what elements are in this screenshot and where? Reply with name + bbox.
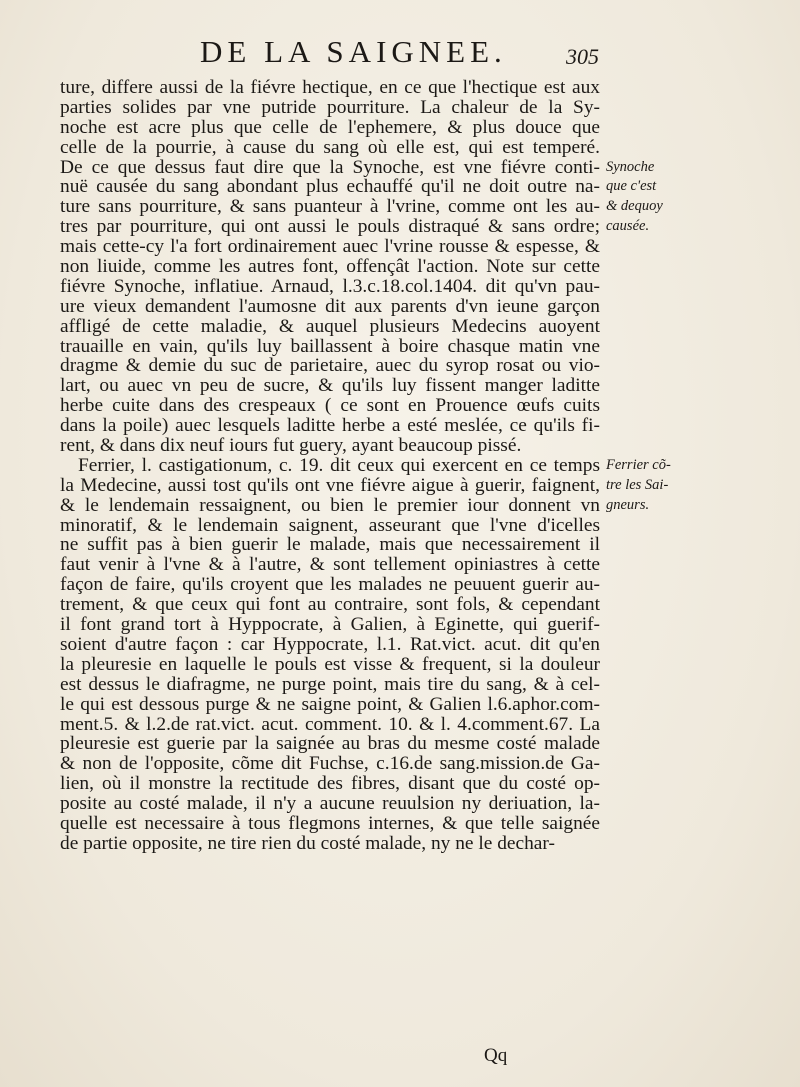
text-line: il font grand tort à Hyppocrate, à Galien, à Eginette, qui guerif- [60,614,600,636]
text-line: faut venir à l'vne & à l'autre, & sont tellement opiniastres à cette [60,554,600,576]
text-line: posite au costé malade, il n'y a aucune reuulsion ny deriuation, la- [60,793,600,815]
text-line: Ferrier, l. castigationum, c. 19. dit ceux qui exercent en ce temps [78,454,600,476]
text-line: lart, ou auec vn peu de sucre, & qu'ils luy fissent manger laditte [60,375,600,397]
text-line: noche est acre plus que celle de l'ephemere, & plus douce que [60,116,600,138]
text-line: fiévre Synoche, inflatiue. Arnaud, l.3.c.18.col.1404. dit qu'vn pau- [60,275,600,297]
text-line: dragme & demie du suc de parietaire, auec du syrop rosat ou vio- [60,355,600,377]
text-line: celle de la pourrie, à cause du sang où elle est, qui est temperé. [60,136,600,158]
text-line: trement, & que ceux qui font au contraire, sont fols, & cependant [60,594,600,616]
text-line: minoratif, & le lendemain saignent, asseurant que l'vne d'icelles [60,514,600,536]
text-line: ment.5. & l.2.de rat.vict. acut. comment. 10. & l. 4.comment.67. La [60,713,600,735]
text-line: affligé de cette maladie, & auquel plusieurs Medecins auoyent [60,315,600,337]
running-title: DE LA SAIGNEE. [200,34,507,69]
margin-note [606,158,716,238]
text-line: ture, differe aussi de la fiévre hectique, en ce que l'hectique est aux [60,77,600,98]
margin-note-line: tre les Sai- [606,476,669,493]
text-line: la Medecine, aussi tost qu'ils ont vne fiévre aigue à guerir, faignent, [60,474,600,496]
margin-note [606,456,716,516]
text-line: façon de faire, qu'ils croyent que les malades ne peuuent guerir au- [60,574,600,596]
margin-note-line: gneurs. [606,496,650,513]
margin-note-line: que c'est [606,178,657,195]
text-line: ne suffit pas à bien guerir le malade, mais que necessairement il [60,534,600,556]
text-line: mais cette-cy l'a fort ordinairement auec l'vrine rousse & espesse, & [60,236,600,258]
text-line: pleuresie est guerie par la saignée au bras du mesme costé malade [60,733,600,755]
text-line: & le lendemain ressaignent, ou bien le premier iour donnent vn [60,494,600,516]
body-text [60,78,600,854]
text-line: de partie opposite, ne tire rien du costé malade, ny ne le dechar- [60,832,555,854]
text-line: quelle est necessaire à tous flegmons internes, & que telle saignée [60,812,600,834]
text-line: ture sans pourriture, & sans puanteur à l'vrine, comme ont les au- [60,196,600,218]
text-line: dans la poile) auec lesquels laditte herbe a esté meslée, ce qu'ils fi- [60,415,600,437]
text-line: herbe cuite dans des crespeaux ( ce sont en Prouence œufs cuits [60,395,600,417]
page-number: 305 [566,44,599,69]
text-line: est dessus le diafragme, ne purge point, mais tire du sang, & à cel- [60,673,600,695]
text-line: nuë causée du sang abondant plus echauffé qu'il ne doit outre na- [60,176,600,198]
text-line: non liuide, comme les autres font, offençât l'action. Note sur cette [60,256,600,278]
margin-note-line: & dequoy [606,198,663,215]
text-line: parties solides par vne putride pourriture. La chaleur de la Sy- [60,96,600,118]
text-line: & non de l'opposite, cõme dit Fuchse, c.16.de sang.mission.de Ga- [60,753,600,775]
text-line: ure vieux demandent l'aumosne dit aux parents d'vn ieune garçon [60,295,600,317]
text-line: De ce que dessus faut dire que la Synoche, est vne fiévre conti- [60,156,600,178]
text-line: la pleuresie en laquelle le pouls est visse & frequent, si la douleur [60,653,600,675]
margin-note-line: causée. [606,218,650,235]
catchword: Qq [484,1045,508,1066]
text-line: soient d'autre façon : car Hyppocrate, l.1. Rat.vict. acut. dit qu'en [60,633,600,655]
margin-note-line: Ferrier cõ- [606,457,671,474]
text-line: lien, où il monstre la rectitude des fibres, disant que du costé op- [60,773,600,795]
text-line: le qui est dessous purge & ne saigne point, & Galien l.6.aphor.com- [60,693,600,715]
margin-note-line: Synoche [606,158,655,175]
text-line: rent, & dans dix neuf iours fut guery, ayant beaucoup pissé. [60,435,522,457]
running-head [0,34,800,74]
text-line: tres par pourriture, qui ont aussi le pouls distraqué & sans ordre; [60,216,600,238]
text-line: trauaille en vain, qu'ils luy baillassent à boire chasque matin vne [60,335,600,357]
